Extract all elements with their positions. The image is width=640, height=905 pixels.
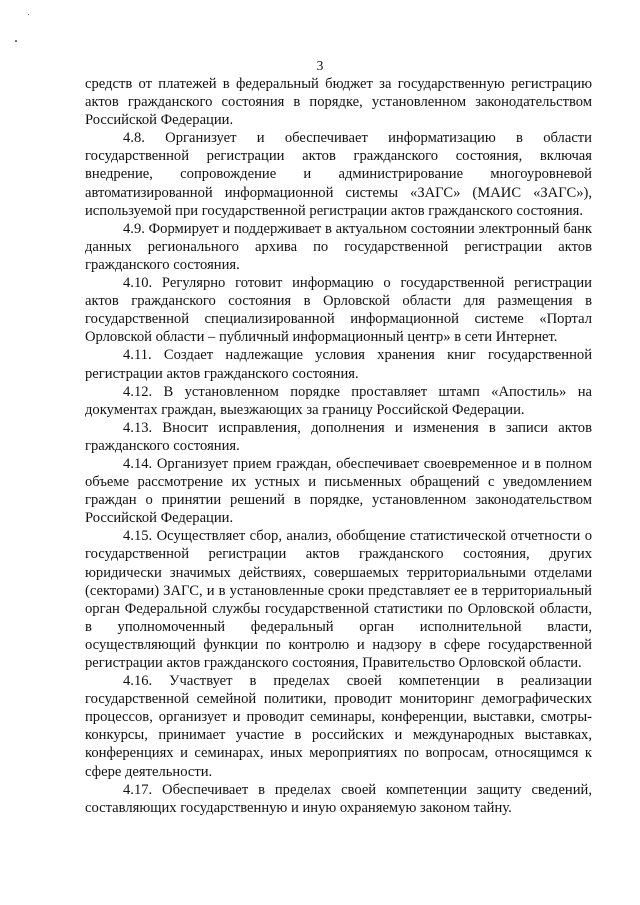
paragraph-4-12: 4.12. В установленном порядке проставляет штамп «Апостиль» на документах граждан, выезжающих за границу Российской Федерации. (85, 383, 592, 418)
paragraph-4-17: 4.17. Обеспечивает в пределах своей компетенции защиту сведений, составляющих государственную и иную охраняемую законом тайну. (85, 781, 592, 816)
paragraph-4-14: 4.14. Организует прием граждан, обеспечивает своевременное и в полном объеме рассмотрение их устных и письменных обращений с уведомлением граждан о принятии решений в порядке, установленном законодательством Российской Федерации. (85, 455, 592, 527)
page-number: 3 (316, 58, 324, 73)
paragraph-4-15: 4.15. Осуществляет сбор, анализ, обобщение статистической отчетности о государственной регистрации актов гражданского состояния, других юридически значимых действиях, совершаемых территориальными отделами (секторами) ЗАГС, и в установленные сроки представляет ее в территориальный орган Федеральной службы государственной статистики по Орловской области, в уполномоченный федеральный орган исполнительной власти, осуществляющий функции по контролю и надзору в сфере государственной регистрации актов гражданского состояния, Правительство Орловской области. (85, 528, 592, 671)
paragraph-4-8: 4.8. Организует и обеспечивает информатизацию в области государственной регистрации актов гражданского состояния, включая внедрение, сопровождение и администрирование многоуровневой автоматизированной информационной системы «ЗАГС» (МАИС «ЗАГС»), используемой при государственной регистрации актов гражданского состояния. (85, 130, 592, 219)
scan-speck (15, 40, 17, 42)
paragraph-4-16: 4.16. Участвует в пределах своей компетенции в реализации государственной семейной политики, проводит мониторинг демографических процессов, организует и проводит семинары, конференции, выставки, смотры-конкурсы, принимает участие в российских и международных выставках, конференциях и семинарах, иных мероприятиях по вопросам, относящимся к сфере деятельности. (85, 673, 592, 780)
paragraph-4-9: 4.9. Формирует и поддерживает в актуальном состоянии электронный банк данных регионального архива по государственной регистрации актов гражданского состояния. (85, 220, 592, 273)
paragraph-4-11: 4.11. Создает надлежащие условия хранения книг государственной регистрации актов гражданского состояния. (85, 347, 592, 382)
document-body (85, 75, 592, 817)
scan-speck (28, 14, 29, 15)
paragraph-4-10: 4.10. Регулярно готовит информацию о государственной регистрации актов гражданского состояния в Орловской области для размещения в государственной специализированной информационной системе «Портал Орловской области – публичный информационный центр» в сети Интернет. (85, 275, 592, 346)
paragraph-4-13: 4.13. Вносит исправления, дополнения и изменения в записи актов гражданского состояния. (85, 419, 592, 454)
paragraph-continuation: средств от платежей в федеральный бюджет за государственную регистрацию актов гражданского состояния в порядке, установленном законодательством Российской Федерации. (85, 76, 592, 129)
